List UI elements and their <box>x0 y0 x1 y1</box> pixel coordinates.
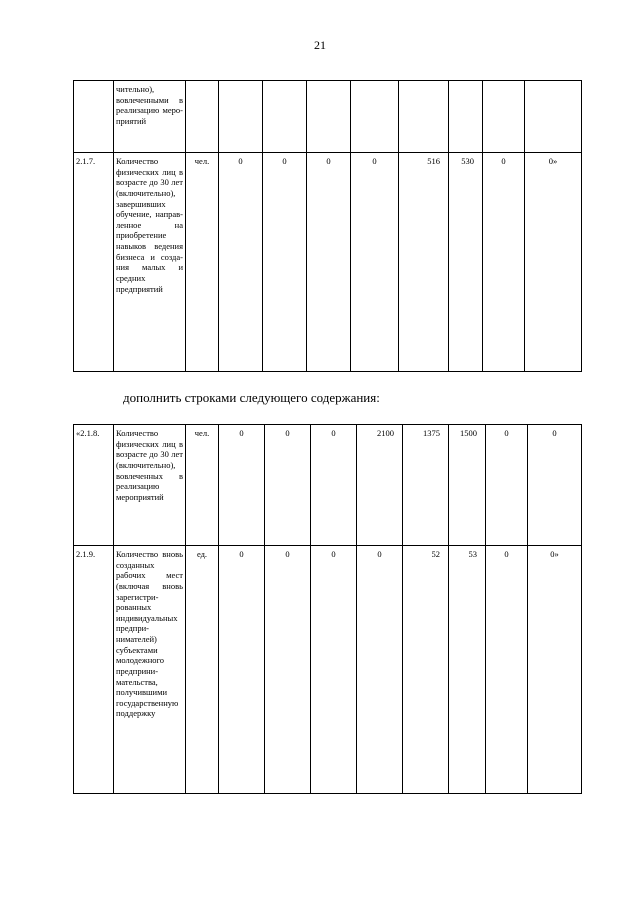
value-cell: 0 <box>263 153 307 372</box>
value-cell: 0 <box>265 425 311 546</box>
value-cell: 0 <box>311 546 357 794</box>
table-row <box>74 425 582 546</box>
value-cell <box>263 81 307 153</box>
value-cell: 0 <box>219 425 265 546</box>
instruction-text: дополнить строками следующего содержания: <box>123 390 380 405</box>
value-cell: 1500 <box>449 425 486 546</box>
value-cell <box>219 81 263 153</box>
value-cell <box>307 81 351 153</box>
value-cell: 516 <box>399 153 449 372</box>
value-cell: 0 <box>265 546 311 794</box>
unit-cell: чел. <box>186 153 219 372</box>
value-cell: 0 <box>311 425 357 546</box>
value-cell <box>399 81 449 153</box>
row-number-cell <box>74 81 114 153</box>
row-number-cell: 2.1.9. <box>74 546 114 794</box>
value-cell <box>483 81 525 153</box>
table-row <box>74 81 582 153</box>
indicator-name-cell: Количество физических лиц в возрасте до 30 лет (включительно), вовлеченных в реализацию мероприятий <box>114 425 186 546</box>
value-cell: 52 <box>403 546 449 794</box>
indicators-table-bottom <box>73 424 582 794</box>
table-row <box>74 546 582 794</box>
unit-cell <box>186 81 219 153</box>
value-cell: 0 <box>219 546 265 794</box>
value-cell: 0» <box>525 153 582 372</box>
indicator-name-cell: Количество вновь созданных рабочих мест (включая вновь зарегистрированных индивидуальных предпринимателей) субъектами молодежного предпринимательства, получившими государственную поддержку <box>114 546 186 794</box>
unit-cell: чел. <box>186 425 219 546</box>
value-cell: 0 <box>357 546 403 794</box>
value-cell: 0 <box>486 546 528 794</box>
value-cell: 0 <box>219 153 263 372</box>
value-cell: 0» <box>528 546 582 794</box>
value-cell: 2100 <box>357 425 403 546</box>
row-number-cell: 2.1.7. <box>74 153 114 372</box>
indicator-name-cell: чительно), вовлеченными в реализацию мероприятий <box>114 81 186 153</box>
indicators-table-top <box>73 80 582 372</box>
value-cell: 1375 <box>403 425 449 546</box>
value-cell: 0 <box>528 425 582 546</box>
value-cell <box>525 81 582 153</box>
table-row <box>74 153 582 372</box>
page-number: 21 <box>314 38 326 52</box>
value-cell: 0 <box>486 425 528 546</box>
value-cell <box>449 81 483 153</box>
value-cell <box>351 81 399 153</box>
value-cell: 0 <box>351 153 399 372</box>
value-cell: 0 <box>483 153 525 372</box>
row-number-cell: «2.1.8. <box>74 425 114 546</box>
value-cell: 0 <box>307 153 351 372</box>
indicator-name-cell: Количество физических лиц в возрасте до 30 лет (включительно), завершивших обучение, направленное на приобретение навыков ведения бизнеса и создания малых и средних предприятий <box>114 153 186 372</box>
value-cell: 530 <box>449 153 483 372</box>
unit-cell: ед. <box>186 546 219 794</box>
value-cell: 53 <box>449 546 486 794</box>
